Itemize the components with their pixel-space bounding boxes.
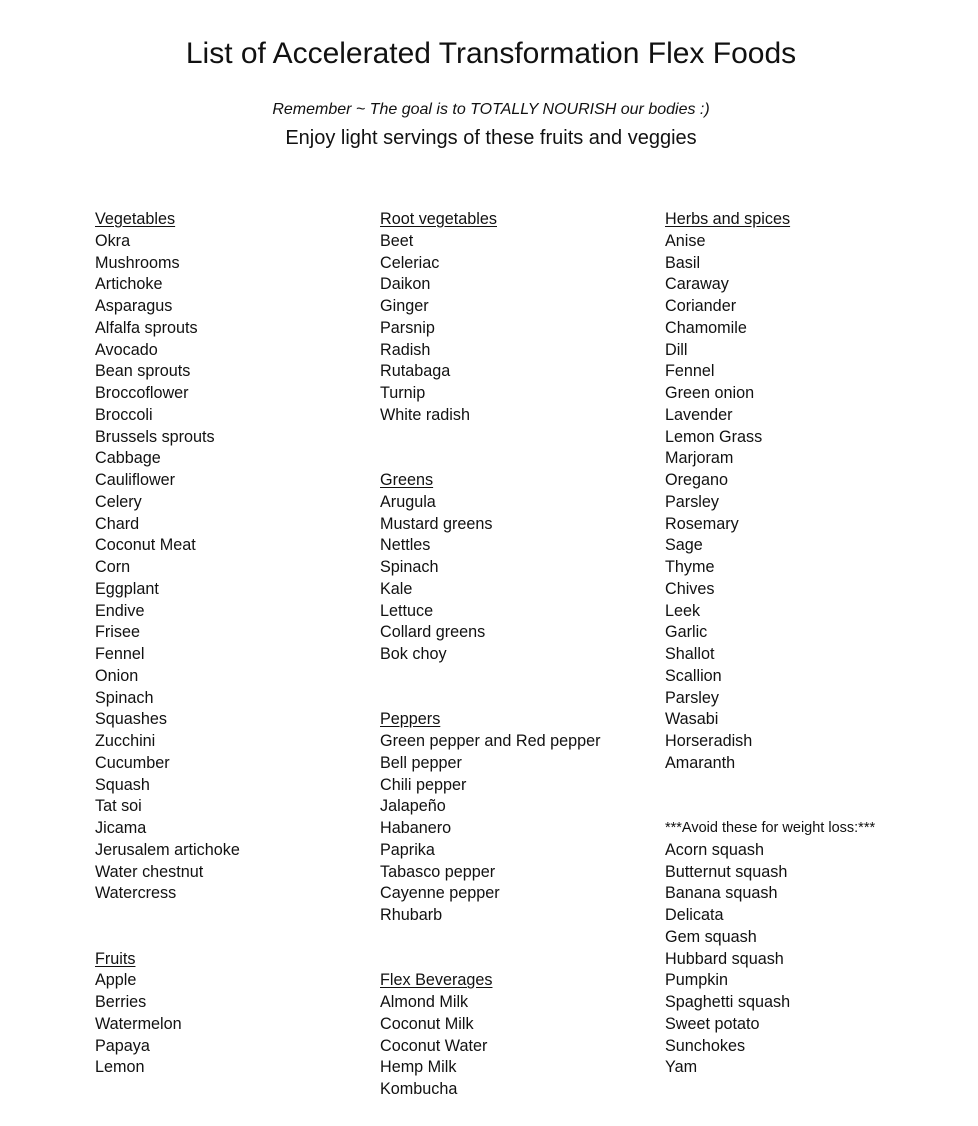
list-item: Banana squash xyxy=(665,884,778,903)
list-item: Daikon xyxy=(380,275,431,294)
list-item: Hemp Milk xyxy=(380,1058,457,1077)
list-item: Green pepper and Red pepper xyxy=(380,732,601,750)
root-vegetables-list xyxy=(380,231,601,427)
list-item: Alfalfa sprouts xyxy=(95,318,198,337)
section-peppers xyxy=(380,709,601,927)
section-heading-root-vegetables: Root vegetables xyxy=(380,210,497,228)
list-item: Habanero xyxy=(380,819,452,837)
section-heading-herbs-spices: Herbs and spices xyxy=(665,210,791,228)
list-item: Beet xyxy=(380,231,414,250)
spacer xyxy=(380,427,601,449)
list-item: Bean sprouts xyxy=(95,362,191,381)
flex-beverages-list xyxy=(380,992,601,1101)
spacer xyxy=(380,688,601,710)
list-item: Watercress xyxy=(95,884,177,903)
list-item: Parsley xyxy=(665,492,719,511)
section-herbs-spices xyxy=(665,209,875,775)
list-item: Amaranth xyxy=(665,753,736,772)
spacer xyxy=(380,666,601,688)
list-item: Ginger xyxy=(380,297,429,315)
list-item: Garlic xyxy=(665,623,708,642)
column-left xyxy=(95,209,240,1079)
list-item: Green onion xyxy=(665,384,755,402)
list-item: Jicama xyxy=(95,819,147,837)
list-item: Leek xyxy=(665,601,701,620)
list-item: Tat soi xyxy=(95,797,142,816)
section-heading-flex-beverages: Flex Beverages xyxy=(380,971,493,990)
section-heading-greens: Greens xyxy=(380,471,434,489)
list-item: Celery xyxy=(95,492,142,511)
list-item: Kombucha xyxy=(380,1080,458,1098)
list-item: Rutabaga xyxy=(380,362,451,381)
list-item: Watermelon xyxy=(95,1014,182,1033)
list-item: Butternut squash xyxy=(665,862,788,881)
spacer xyxy=(380,927,601,949)
list-item: Thyme xyxy=(665,558,715,576)
spacer xyxy=(95,927,240,949)
greens-list xyxy=(380,492,601,666)
list-item: Cayenne pepper xyxy=(380,884,500,903)
list-item: Jalapeño xyxy=(380,797,446,816)
list-item: Delicata xyxy=(665,906,724,924)
list-item: Coconut Milk xyxy=(380,1014,474,1033)
list-item: Brussels sprouts xyxy=(95,427,215,446)
list-item: Water chestnut xyxy=(95,862,204,881)
list-item: Broccoflower xyxy=(95,384,189,402)
list-item: Basil xyxy=(665,253,701,272)
list-item: Lemon xyxy=(95,1058,145,1077)
reminder-text: Remember ~ The goal is to TOTALLY NOURISH our bodies :) xyxy=(272,101,710,118)
spacer xyxy=(95,905,240,927)
list-item: Radish xyxy=(380,340,431,359)
list-item: Broccoli xyxy=(95,405,153,424)
list-item: Mushrooms xyxy=(95,253,180,272)
list-item: Cabbage xyxy=(95,449,161,468)
list-item: Oregano xyxy=(665,471,728,489)
list-item: Lavender xyxy=(665,405,733,424)
list-item: Jerusalem artichoke xyxy=(95,840,240,859)
list-item: Anise xyxy=(665,231,706,250)
spacer xyxy=(665,775,875,797)
list-item: Arugula xyxy=(380,492,436,511)
list-item: Shallot xyxy=(665,645,715,663)
list-item: Nettles xyxy=(380,536,431,555)
column-middle xyxy=(380,209,601,1101)
list-item: Chamomile xyxy=(665,318,747,337)
list-item: Spinach xyxy=(380,558,439,576)
list-item: Spinach xyxy=(95,688,154,707)
list-item: Lettuce xyxy=(380,601,434,620)
list-item: Apple xyxy=(95,971,137,990)
list-item: Collard greens xyxy=(380,623,486,642)
fruits-list xyxy=(95,970,240,1079)
list-item: Sunchokes xyxy=(665,1036,746,1055)
list-item: Pumpkin xyxy=(665,971,728,990)
list-item: Horseradish xyxy=(665,732,753,750)
page-title: List of Accelerated Transformation Flex Foods xyxy=(185,37,797,70)
list-item: Squash xyxy=(95,775,150,794)
section-vegetables xyxy=(95,209,240,905)
list-item: Sage xyxy=(665,536,703,555)
list-item: Acorn squash xyxy=(665,840,764,859)
herbs-spices-list xyxy=(665,231,875,775)
list-item: Eggplant xyxy=(95,579,159,598)
section-greens xyxy=(380,470,601,666)
section-heading-peppers: Peppers xyxy=(380,710,441,729)
avoid-heading: ***Avoid these for weight loss:*** xyxy=(665,820,876,836)
list-item: Squashes xyxy=(95,710,167,729)
list-item: Corn xyxy=(95,558,131,576)
list-item: Gem squash xyxy=(665,927,757,946)
list-item: Almond Milk xyxy=(380,993,469,1011)
enjoy-subtitle: Enjoy light servings of these fruits and veggies xyxy=(285,127,697,149)
list-item: Wasabi xyxy=(665,710,719,729)
list-item: Onion xyxy=(95,666,139,685)
list-item: Coconut Water xyxy=(380,1036,488,1055)
list-item: Cucumber xyxy=(95,753,170,772)
list-item: Coconut Meat xyxy=(95,536,196,555)
list-item: Cauliflower xyxy=(95,471,176,489)
list-item: White radish xyxy=(380,405,470,424)
list-item: Spaghetti squash xyxy=(665,993,791,1011)
list-item: Marjoram xyxy=(665,449,734,468)
list-item: Yam xyxy=(665,1058,698,1077)
section-fruits xyxy=(95,949,240,1080)
list-item: Fennel xyxy=(665,362,715,381)
list-item: Parsley xyxy=(665,688,719,707)
list-item: Rhubarb xyxy=(380,906,443,924)
list-item: Bok choy xyxy=(380,645,447,663)
list-item: Chard xyxy=(95,514,140,533)
list-item: Mustard greens xyxy=(380,514,493,533)
list-item: Dill xyxy=(665,340,688,359)
list-item: Bell pepper xyxy=(380,753,462,772)
list-item: Artichoke xyxy=(95,275,163,294)
column-right xyxy=(665,209,875,1079)
list-item: Scallion xyxy=(665,666,722,685)
list-item: Rosemary xyxy=(665,514,739,533)
section-heading-vegetables: Vegetables xyxy=(95,210,176,228)
spacer xyxy=(380,949,601,971)
section-heading-fruits: Fruits xyxy=(95,949,136,968)
avoid-list xyxy=(665,840,875,1079)
peppers-list xyxy=(380,731,601,927)
list-item: Endive xyxy=(95,601,145,620)
list-item: Lemon Grass xyxy=(665,427,763,446)
list-item: Sweet potato xyxy=(665,1014,760,1033)
section-root-vegetables xyxy=(380,209,601,427)
list-item: Caraway xyxy=(665,275,729,294)
spacer xyxy=(380,448,601,470)
spacer xyxy=(665,796,875,818)
list-item: Kale xyxy=(380,579,413,598)
list-item: Fennel xyxy=(95,645,145,663)
list-item: Hubbard squash xyxy=(665,949,784,968)
list-item: Coriander xyxy=(665,297,737,315)
list-item: Okra xyxy=(95,231,131,250)
list-item: Paprika xyxy=(380,840,435,859)
list-item: Berries xyxy=(95,993,147,1011)
list-item: Chives xyxy=(665,579,715,598)
list-item: Zucchini xyxy=(95,732,156,750)
list-item: Parsnip xyxy=(380,318,435,337)
list-item: Frisee xyxy=(95,623,140,642)
list-item: Turnip xyxy=(380,384,426,402)
vegetables-list xyxy=(95,231,240,905)
list-item: Avocado xyxy=(95,340,158,359)
list-item: Tabasco pepper xyxy=(380,862,496,881)
list-item: Papaya xyxy=(95,1036,150,1055)
section-avoid xyxy=(665,818,875,1079)
list-item: Celeriac xyxy=(380,253,440,272)
section-flex-beverages xyxy=(380,970,601,1101)
list-item: Asparagus xyxy=(95,297,173,315)
list-item: Chili pepper xyxy=(380,775,467,794)
